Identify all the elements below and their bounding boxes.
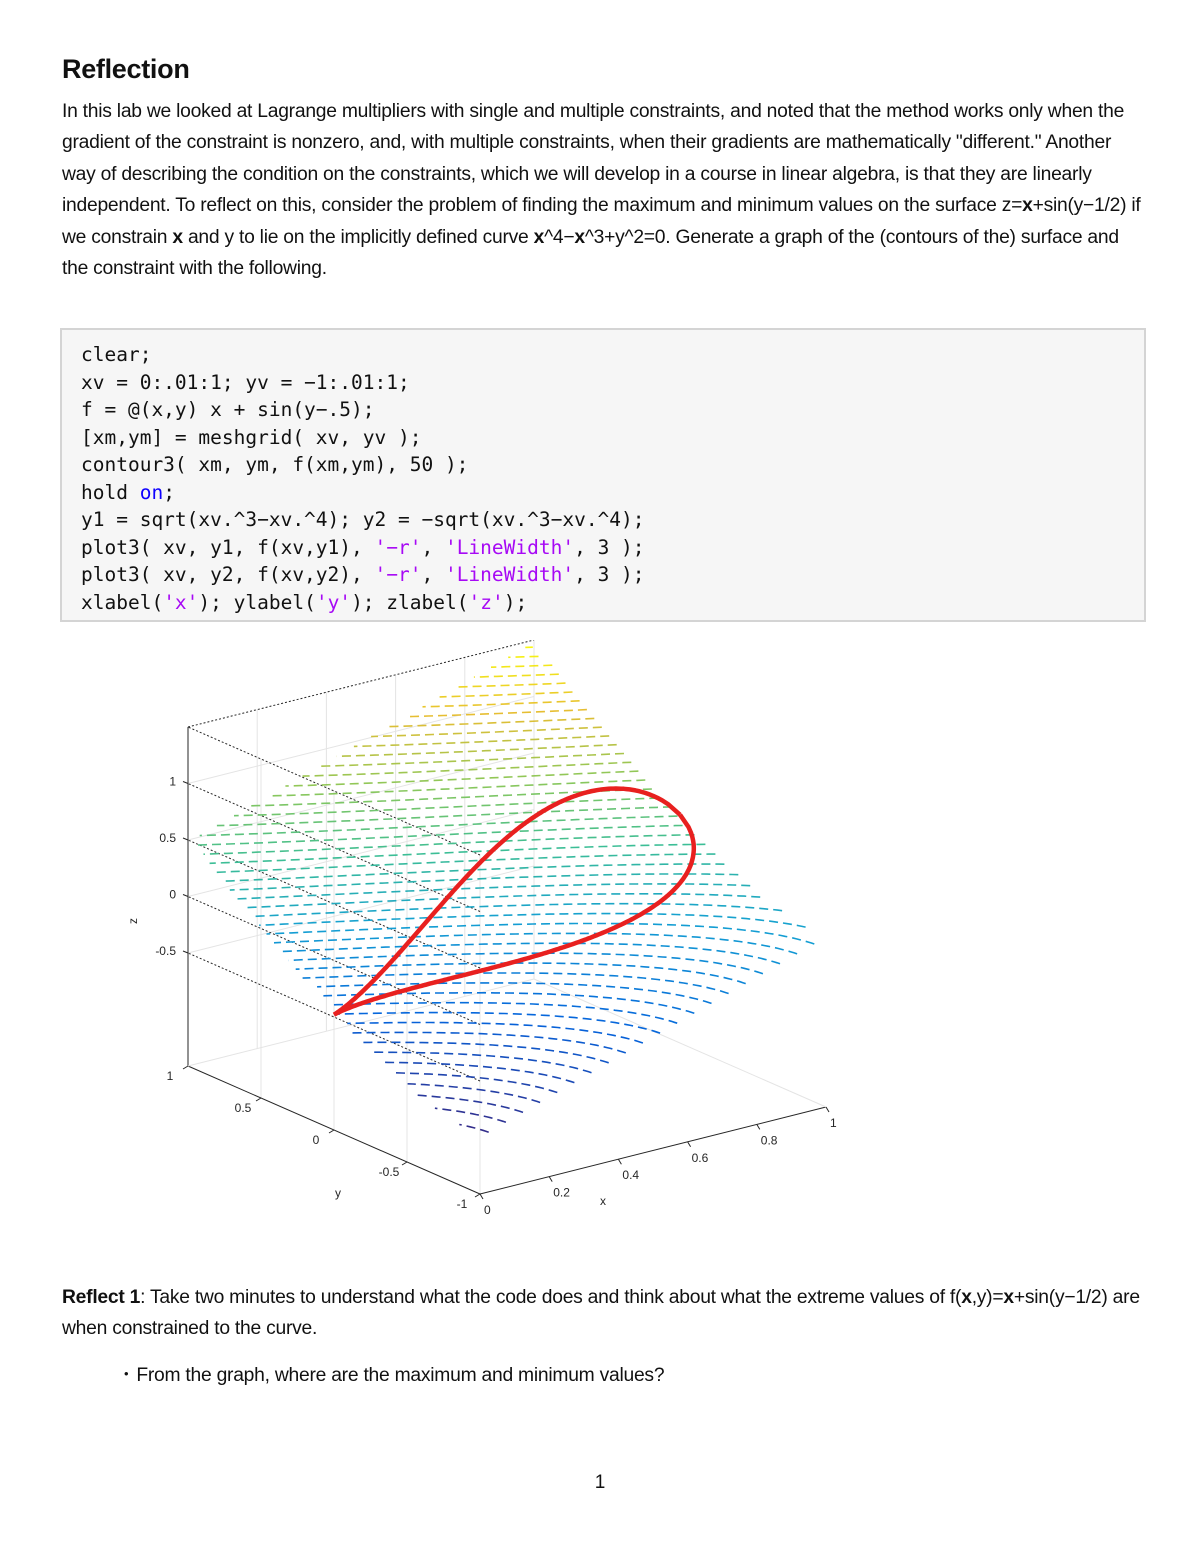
x-tick bbox=[826, 1107, 829, 1112]
z-tick-label: -0.5 bbox=[155, 944, 176, 958]
y-tick-label: -0.5 bbox=[378, 1165, 400, 1179]
contour-line bbox=[435, 1108, 506, 1122]
y-tick-label: 1 bbox=[166, 1069, 174, 1083]
y-tick bbox=[402, 1162, 407, 1165]
grid-line bbox=[188, 697, 534, 784]
contour-line bbox=[252, 904, 783, 917]
x-tick bbox=[549, 1177, 552, 1182]
y-tick bbox=[256, 1098, 261, 1101]
x-tick-label: 0.4 bbox=[622, 1168, 640, 1183]
x-tick-label: 0 bbox=[484, 1203, 491, 1217]
contour-line bbox=[491, 665, 552, 667]
y-tick-label: -1 bbox=[456, 1197, 468, 1211]
bullet-marker: • bbox=[124, 1366, 129, 1381]
contour-line bbox=[285, 771, 638, 786]
contour-line bbox=[347, 1023, 643, 1044]
contour-line bbox=[234, 798, 658, 816]
contour-line bbox=[335, 1013, 660, 1034]
code-text: clear; xv = 0:.01:1; yv = −1:.01:1; f = @(x,y) x + sin(y−.5); [xm,ym] = meshgrid( xv, yv ); contour3( xm, ym, f(xm,ym), 50 ); hold on; y1 = sqrt(xv.^3−xv.^4); y2 = −sqrt(xv.^3−xv.^4); plot3( xv, y1, f(xv,y1), '−r', 'LineWidth', 3 ); plot3( xv, y2, f(xv,y2), '−r', 'LineWidth', 3 ); xlabel('x'); ylabel('y'); zlabel('z'); bbox=[81, 343, 645, 614]
code-block[interactable] bbox=[60, 328, 1146, 622]
box-edge bbox=[534, 979, 826, 1107]
y-tick bbox=[329, 1130, 334, 1133]
contour-line bbox=[363, 1042, 609, 1063]
z-tick-label: 1 bbox=[169, 774, 176, 789]
contour-line bbox=[457, 683, 566, 687]
contour3-plot bbox=[0, 640, 1200, 1240]
z-tick bbox=[183, 838, 188, 840]
z-tick-label: 0.5 bbox=[159, 831, 176, 845]
z-tick-label: 0 bbox=[169, 887, 176, 902]
y-tick bbox=[183, 1066, 188, 1069]
contour-lines bbox=[198, 647, 815, 1132]
question-bullet: • From the graph, where are the maximum and minimum values? bbox=[124, 1365, 665, 1386]
contour-line bbox=[423, 701, 580, 707]
z-axis-label: z bbox=[126, 918, 140, 924]
contour-line bbox=[396, 1073, 558, 1093]
z-tick bbox=[183, 951, 188, 953]
contour-line bbox=[474, 674, 559, 677]
y-axis-label: y bbox=[335, 1186, 341, 1200]
x-axis-label: x bbox=[600, 1194, 606, 1208]
z-tick bbox=[183, 895, 188, 897]
contour-line bbox=[508, 656, 538, 657]
contour-line bbox=[204, 835, 695, 854]
contour-line bbox=[296, 963, 746, 984]
page-number: 1 bbox=[594, 1472, 606, 1493]
section-title: Reflection bbox=[62, 54, 190, 84]
y-tick bbox=[475, 1194, 480, 1197]
contour-line bbox=[459, 1125, 488, 1133]
contour-line bbox=[259, 914, 806, 928]
y-tick-label: 0 bbox=[312, 1133, 320, 1147]
contour-line bbox=[217, 807, 672, 826]
contour-line bbox=[210, 844, 706, 863]
contour-line bbox=[408, 1084, 540, 1103]
intro-paragraph: In this lab we looked at Lagrange multipliers with single and multiple constraints, and noted that the method works only when the gradient of the constraint is nonzero, and, with multiple constraints, when their gradients are mathematically "different." Another way of describing the condition on the constraints, which we will develop in a course in linear algebra, is that they are linearly independent. To reflect on this, consider the problem of finding the maximum and minimum values on the surface z=x+sin(y−1/2) if we constrain x and y to lie on the implicitly defined curve x^4−x^3+y^2=0. Generate a graph of the (contours of the) surface and the constraint with the following. bbox=[62, 101, 1141, 280]
contour-line bbox=[198, 826, 683, 846]
contour-line bbox=[405, 710, 587, 717]
x-tick bbox=[480, 1194, 483, 1199]
x-tick-label: 1 bbox=[830, 1116, 837, 1130]
contour-line bbox=[320, 754, 624, 767]
contour-line bbox=[382, 1062, 575, 1082]
x-tick-label: 0.2 bbox=[553, 1185, 570, 1200]
x-tick-label: 0.6 bbox=[691, 1150, 709, 1165]
contour3-figure bbox=[0, 640, 1200, 1240]
contour-line bbox=[354, 736, 609, 747]
contour-line bbox=[418, 1095, 523, 1112]
contour-line bbox=[388, 718, 594, 726]
x-tick bbox=[757, 1124, 760, 1129]
z-tick bbox=[183, 782, 188, 784]
x-tick-label: 0.8 bbox=[760, 1133, 778, 1148]
x-tick bbox=[688, 1142, 691, 1147]
contour-line bbox=[440, 692, 573, 697]
x-axis-line bbox=[480, 1107, 826, 1194]
x-tick bbox=[618, 1159, 621, 1164]
contour-line bbox=[289, 953, 763, 974]
reflect-paragraph: Reflect 1: Take two minutes to understand what the code does and think about what the extreme values of f(x,y)=x+sin(y−1/2) are when constrained to the curve. bbox=[62, 1287, 1140, 1340]
y-tick-label: 0.5 bbox=[234, 1101, 252, 1115]
